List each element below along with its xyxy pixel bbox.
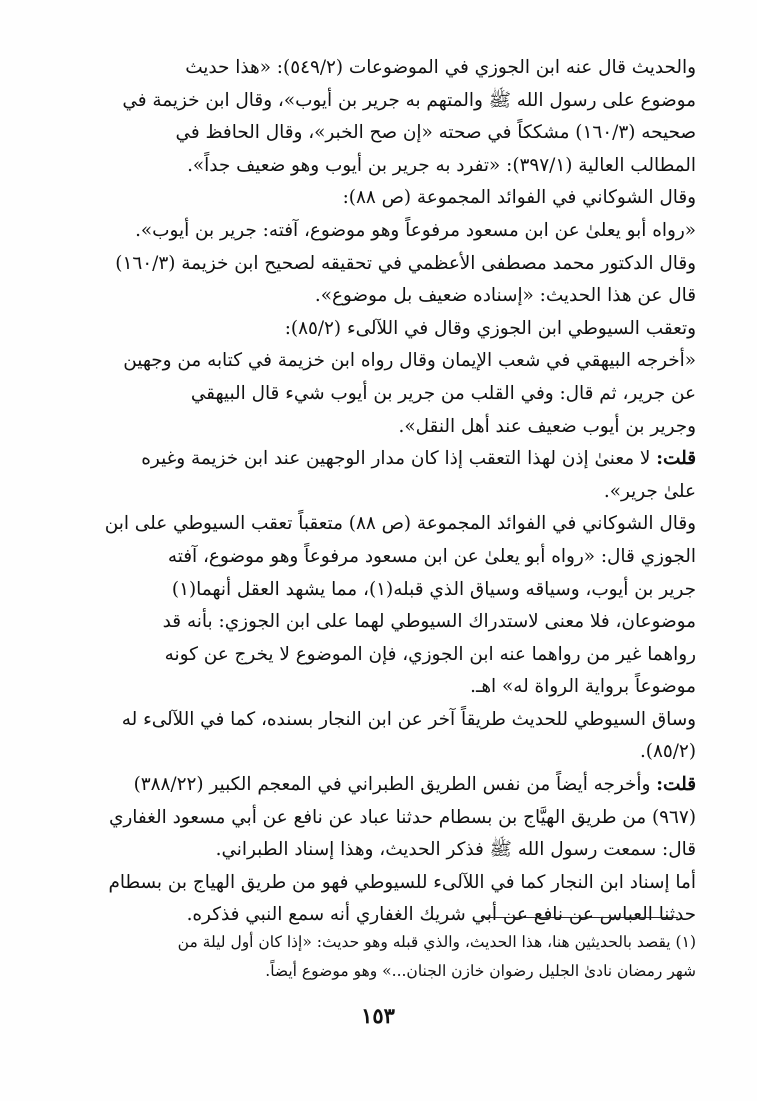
text-line: (١) يقصد بالحديثين هنا، هذا الحديث، والذي قبله وهو حديث: «إذا كان أول ليلة من (177, 933, 696, 951)
main-text (66, 52, 696, 932)
footnote-paragraph (66, 928, 696, 986)
paragraph (66, 867, 696, 932)
text-line: جرير بن أيوب، وسياقه وسياق الذي قبله(١)، مما يشهد العقل أنهما(١) (171, 578, 696, 600)
text-line: وقال الدكتور محمد مصطفى الأعظمي في تحقيقه لصحيح ابن خزيمة (١٦٠/٣) (115, 252, 696, 274)
text-line: أما إسناد ابن النجار كما في اللآلىء للسيوطي فهو من طريق الهياج بن بسطام (108, 871, 696, 893)
text-line: علىٰ جرير». (603, 480, 696, 502)
paragraph (66, 215, 696, 248)
text-line: والحديث قال عنه ابن الجوزي في الموضوعات (٥٤٩/٢): «هذا حديث (185, 57, 696, 78)
text-line: صحيحه (١٦٠/٣) مشككاً في صحته «إن صح الخبر»، وقال الحافظ في (175, 122, 696, 144)
text-line: «رواه أبو يعلىٰ عن ابن مسعود مرفوعاً وهو موضوع، آفته: جرير بن أيوب». (135, 219, 696, 241)
page-number: ١٥٣ (361, 1003, 395, 1028)
paragraph (66, 508, 696, 704)
footnote-separator (483, 917, 678, 918)
text-line: عن جرير، ثم قال: وفي القلب من جرير بن أيوب شيء قال البيهقي (190, 382, 696, 404)
text-line: «أخرجه البيهقي في شعب الإيمان وقال رواه ابن خزيمة في كتابه من وجهين (123, 350, 696, 372)
text-line: شهر رمضان نادىٰ الجليل رضوان خازن الجنان...» وهو موضوع أيضاً. (265, 962, 696, 980)
qultu-label: قلت: (656, 774, 696, 796)
text-line: قال عن هذا الحديث: «إسناده ضعيف بل موضوع». (314, 285, 696, 307)
text-line: حدثنا العباس عن نافع عن أبي شريك الغفاري أنه سمع النبي فذكره. (186, 904, 696, 926)
text-line: رواهما غير من رواهما عنه ابن الجوزي، فإن الموضوع لا يخرج عن كونه (164, 643, 696, 665)
text-line: (٨٥/٢). (639, 741, 696, 763)
text-line: وجرير بن أيوب ضعيف عند أهل النقل». (398, 415, 696, 437)
text-line: وتعقب السيوطي ابن الجوزي وقال في اللآلىء (٨٥/٢): (284, 317, 696, 339)
paragraph (66, 182, 696, 215)
qultu-label: قلت: (656, 448, 696, 470)
text-line: وأخرجه أيضاً من نفس الطريق الطبراني في المعجم الكبير (٣٨٨/٢٢) (133, 774, 651, 796)
text-line: وقال الشوكاني في الفوائد المجموعة (ص ٨٨): (342, 187, 696, 209)
text-line: وساق السيوطي للحديث طريقاً آخر عن ابن النجار بسنده، كما في اللآلىء له (121, 708, 696, 730)
text-line: (٩٦٧) من طريق الهيَّاج بن بسطام حدثنا عباد عن نافع عن أبي مسعود الغفاري (108, 806, 696, 828)
text-line: وقال الشوكاني في الفوائد المجموعة (ص ٨٨) متعقباً تعقب السيوطي على ابن (104, 513, 696, 535)
text-line: موضوعان، فلا معنى لاستدراك السيوطي لهما على ابن الجوزي: بأنه قد (162, 611, 696, 633)
paragraph (66, 443, 696, 508)
text-line: موضوع على رسول الله ﷺ والمتهم به جرير بن أيوب»، وقال ابن خزيمة في (122, 89, 696, 111)
paragraph (66, 52, 696, 182)
footnote (66, 928, 696, 986)
paragraph (66, 345, 696, 443)
text-line: قال: سمعت رسول الله ﷺ فذكر الحديث، وهذا إسناد الطبراني. (215, 839, 696, 861)
paragraph (66, 313, 696, 346)
text-line: الجوزي قال: «رواه أبو يعلىٰ عن ابن مسعود مرفوعاً وهو موضوع، آفته (167, 545, 696, 567)
text-line: موضوعاً برواية الرواة له» اهـ. (470, 676, 696, 698)
paragraph (66, 248, 696, 313)
paragraph (66, 769, 696, 867)
paragraph (66, 704, 696, 769)
text-line: لا معنىٰ إذن لهذا التعقب إذا كان مدار الوجهين عند ابن خزيمة وغيره (141, 448, 651, 470)
text-line: المطالب العالية (٣٩٧/١): «تفرد به جرير بن أيوب وهو ضعيف جداً». (187, 154, 696, 176)
